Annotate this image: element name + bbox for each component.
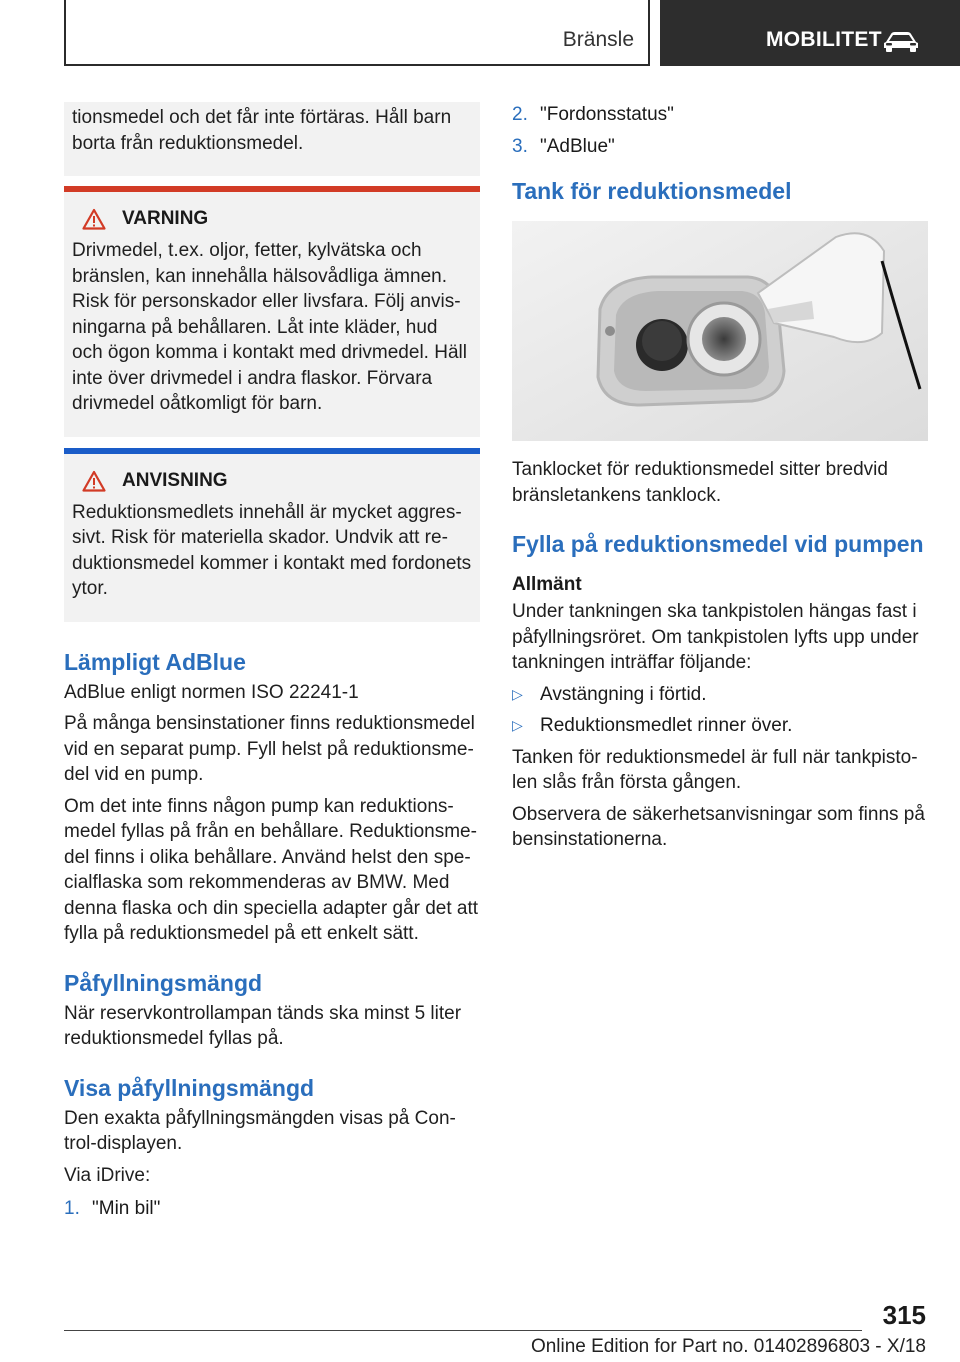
paragraph-observera: Observera de säkerhetsanvisningar som finns på bensinstationerna. <box>512 803 925 850</box>
list-item <box>512 682 928 708</box>
step-number: 2. <box>512 104 528 125</box>
header-section-tab <box>64 0 650 66</box>
adblue-tank-cap-photo <box>512 221 928 441</box>
heading-pafyllningsmangd: Påfyllningsmängd <box>64 969 263 996</box>
heading-allmant: Allmänt <box>512 574 582 595</box>
step-number: 1. <box>64 1198 80 1219</box>
paragraph-norm: AdBlue enligt normen ISO 22241-1 <box>64 681 359 703</box>
car-icon <box>882 30 920 52</box>
bullet-text: Reduktionsmedlet rinner över. <box>540 715 793 736</box>
list-item <box>64 1196 480 1222</box>
paragraph-tank: Tanklocket för reduktionsmedel sitter bredvid bränsletankens tanklock. <box>512 459 888 506</box>
heading-visa-pafyllningsmangd: Visa påfyllningsmängd <box>64 1074 315 1101</box>
bullet-arrow-icon: ▷ <box>512 717 523 733</box>
paragraph-no-pump: Om det inte finns någon pump kan reduktionsmedel fyllas på från en behållare. Reduktionsmedel finns i olika behållare. Använd helst den specialflaska som rekommenderas av BMW. Med denna flaska och din speciella adapter går det att fylla på reduktionsmedel på ett enkelt sätt. <box>64 795 479 944</box>
right-column <box>512 102 928 853</box>
continued-text: tionsmedel och det får inte förtäras. Håll barn borta från reduktionsmedel. <box>72 107 452 154</box>
notice-heading <box>82 470 472 492</box>
paragraph-full: Tanken för reduktionsmedel är full när tankpistolen slås från första gången. <box>512 746 918 793</box>
chapter-title: MOBILITET <box>766 28 882 51</box>
step-number: 3. <box>512 135 528 157</box>
header-chapter-tab <box>660 0 960 66</box>
continued-box <box>64 102 480 176</box>
paragraph-stations: På många bensinstationer finns reduktionsmedel vid en separat pump. Fyll helst på reduktionsmedel vid en pump. <box>64 713 475 785</box>
paragraph-allmant: Under tankningen ska tankpistolen hängas fast i påfyllningsröret. Om tankpistolen lyfts upp under tankningen inträffar följande: <box>512 601 919 673</box>
section-title: Bränsle <box>562 28 634 51</box>
notice-text: Reduktionsmedlets innehåll är mycket aggressivt. Risk för materiella skador. Undvik att reduktionsmedel kommer i kontakt med fordonets ytor. <box>72 501 472 599</box>
heading-tank: Tank för reduktionsmedel <box>512 178 792 204</box>
heading-lampligt-adblue: Lämpligt AdBlue <box>64 648 246 675</box>
left-column <box>64 102 480 1222</box>
list-item <box>512 102 928 128</box>
warning-heading <box>82 208 472 230</box>
warning-title: VARNING <box>122 208 209 229</box>
footer-divider <box>64 1330 862 1331</box>
list-item <box>512 713 928 739</box>
paragraph-visa: Den exakta påfyllningsmängden visas på Control-displayen. <box>64 1107 456 1154</box>
step-text: "AdBlue" <box>540 135 615 157</box>
notice-triangle-icon <box>82 470 106 492</box>
warning-text: Drivmedel, t.ex. oljor, fetter, kylvätska och bränslen, kan innehålla hälsovådliga ämnen. Risk för personskador eller livsfara. Följ anvisningarna på behållaren. Låt inte kläder, hud och ögon komma i kontakt med drivmedel. Häll inte över drivmedel i andra flaskor. Förvara drivmedel oåtkomligt för barn. <box>72 240 467 414</box>
list-item <box>512 134 928 160</box>
heading-fylla-vid-pumpen: Fylla på reduktionsmedel vid pumpen <box>512 531 924 557</box>
warning-box <box>64 186 480 437</box>
step-text: "Min bil" <box>92 1198 161 1219</box>
tank-cap-illustration <box>512 221 928 441</box>
step-text: "Fordonsstatus" <box>540 104 674 125</box>
page-number: 315 <box>882 1300 926 1330</box>
footer-edition: Online Edition for Part no. 01402896803 - X/18 <box>530 1336 926 1357</box>
notice-box <box>64 448 480 622</box>
notice-title: ANVISNING <box>122 469 228 491</box>
bullet-arrow-icon: ▷ <box>512 685 523 702</box>
paragraph-idrive: Via iDrive: <box>64 1164 151 1186</box>
warning-triangle-icon <box>82 208 106 230</box>
paragraph-mangd: När reservkontrollampan tänds ska minst 5 liter reduktionsmedel fyllas på. <box>64 1002 462 1049</box>
bullet-text: Avstängning i förtid. <box>540 683 707 705</box>
